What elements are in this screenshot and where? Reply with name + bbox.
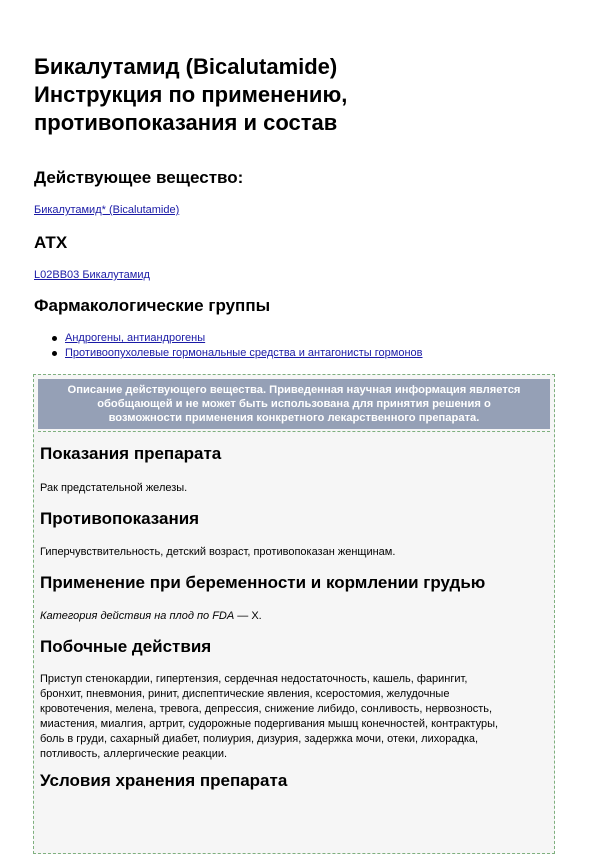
active-substance-link[interactable]: Бикалутамид* (Bicalutamide) (34, 204, 180, 216)
side-effects-line-4: миастения, миалгия, артрит, судорожные подергивания мышц конечностей, контрактуры, (40, 718, 499, 730)
indications-text: Рак предстательной железы. (40, 482, 188, 494)
pharm-group-link-2[interactable]: Противоопухолевые гормональные средства и антагонисты гормонов (65, 347, 423, 359)
list-item (65, 346, 423, 361)
notice-divider (38, 431, 550, 432)
contraindications-text: Гиперчувствительность, детский возраст, противопоказан женщинам. (40, 546, 396, 558)
pharm-groups-list (34, 331, 423, 361)
title-line-3: противопоказания и состав (34, 110, 338, 135)
active-substance-row (34, 203, 179, 217)
contraindications-heading: Противопоказания (40, 509, 200, 528)
title-line-1: Бикалутамид (Bicalutamide) (34, 54, 338, 79)
atc-link[interactable]: L02BB03 Бикалутамид (34, 269, 150, 281)
side-effects-line-2: бронхит, пневмония, ринит, диспептические явления, ксеростомия, желудочные (40, 688, 450, 700)
indications-heading: Показания препарата (40, 444, 222, 463)
substance-description-box (33, 374, 555, 854)
side-effects-line-5: боль в груди, сахарный диабет, полиурия, дизурия, задержка мочи, отеки, лихорадка, (40, 733, 479, 745)
side-effects-text (40, 672, 552, 762)
pharm-group-link-1[interactable]: Андрогены, антиандрогены (65, 332, 206, 344)
fda-category-label: Категория действия на плод по FDA (40, 610, 235, 622)
atc-heading: АТХ (34, 233, 68, 252)
side-effects-line-1: Приступ стенокардии, гипертензия, сердечная недостаточность, кашель, фарингит, (40, 673, 468, 685)
storage-heading: Условия хранения препарата (40, 771, 288, 790)
list-item (65, 331, 423, 346)
active-substance-heading: Действующее вещество: (34, 168, 244, 187)
fda-category-value: — X. (234, 610, 262, 622)
title-line-2: Инструкция по применению, (34, 82, 348, 107)
notice-line-2: обобщающей и не может быть использована для принятия решения о (97, 398, 491, 410)
atc-row (34, 268, 150, 282)
side-effects-line-6: потливость, аллергические реакции. (40, 748, 228, 760)
side-effects-line-3: кровотечения, мелена, тревога, депрессия, снижение либидо, сонливость, нервозность, (40, 703, 493, 715)
page-title (34, 53, 564, 137)
pharm-groups-heading: Фармакологические группы (34, 296, 271, 315)
pregnancy-text (40, 609, 552, 624)
side-effects-heading: Побочные действия (40, 637, 212, 656)
pregnancy-heading: Применение при беременности и кормлении грудью (40, 573, 486, 592)
notice-line-3: возможности применения конкретного лекарственного препарата. (108, 412, 480, 424)
notice-line-1: Описание действующего вещества. Приведенная научная информация является (67, 384, 521, 396)
disclaimer-notice (38, 379, 550, 429)
